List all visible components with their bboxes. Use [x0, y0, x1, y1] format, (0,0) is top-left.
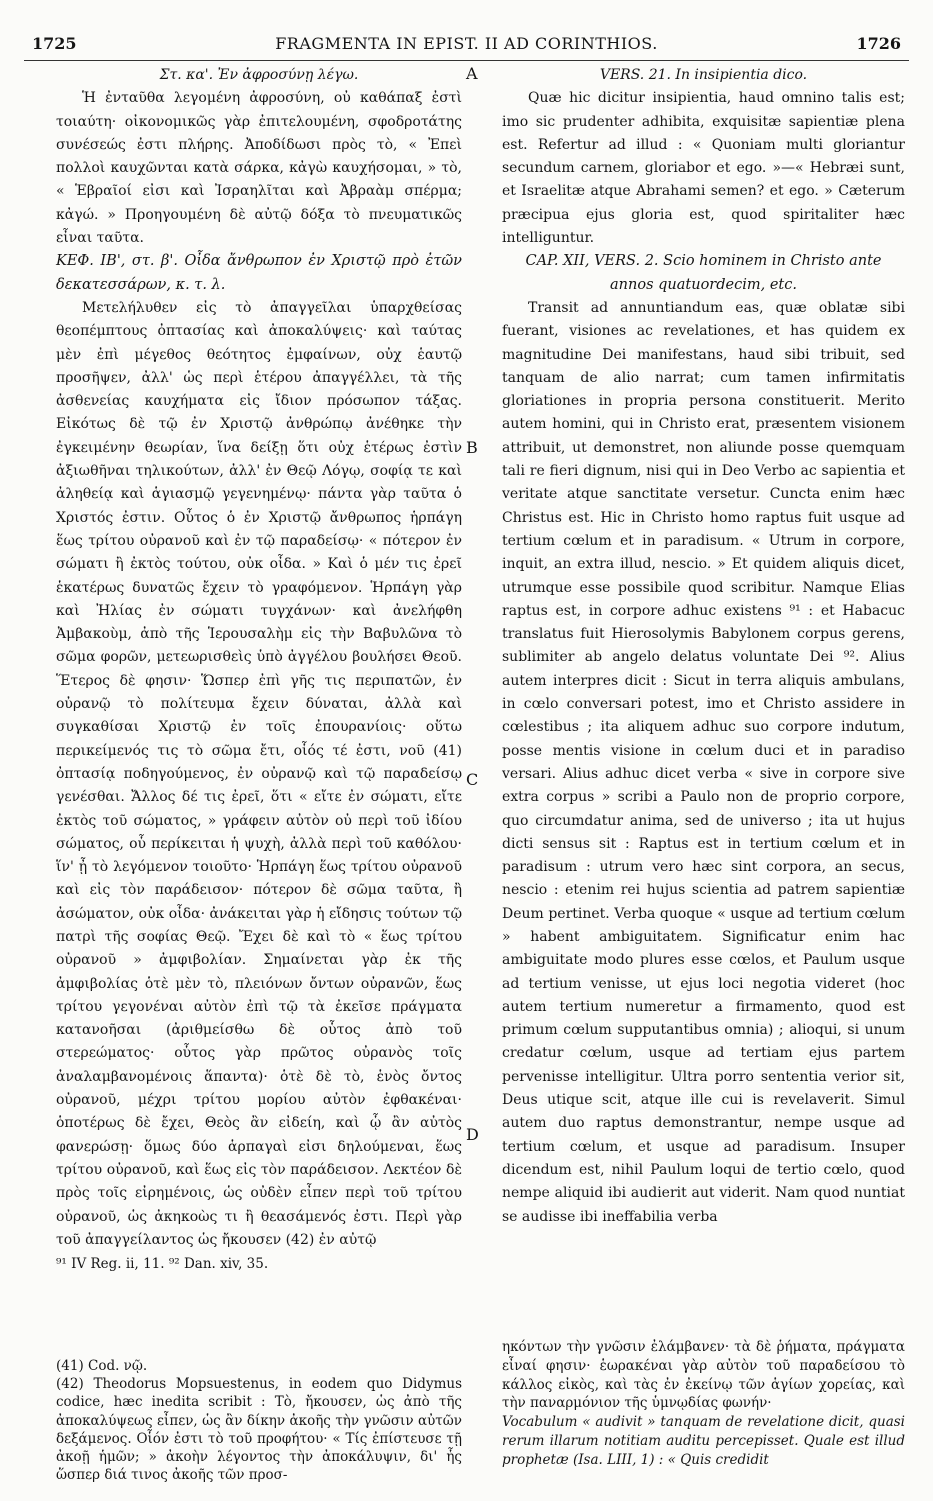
notes-right — [502, 1338, 905, 1470]
greek-chapter-heading: ΚΕΦ. ΙΒ', στ. β'. Οἶδα ἄνθρωπον ἐν Χριστῷ πρὸ ἐτῶν δεκατεσσάρων, κ. τ. λ. — [56, 253, 462, 293]
greek-verse-heading: Στ. κα'. Ἐν ἀφροσύνῃ λέγω. — [159, 67, 359, 83]
latin-paragraph-1: Quæ hic dicitur insipientia, haud omnino talis est; imo sic prudenter adhibita, exquisitæ sapientiæ plena est. Refertur ad illud : « Quoniam multi gloriantur secundum carnem, gloriabor et ego. »—« Hebræi sunt, et Israelitæ atque Abrahami semen? et ego. » Cæterum præcipua ejus gloria est, quod spiritaliter hæc intelliguntur. — [502, 90, 905, 247]
latin-chapter-heading: CAP. XII, VERS. 2. Scio hominem in Christo ante annos quatuordecim, etc. — [525, 253, 882, 293]
notes-left — [56, 1357, 462, 1484]
page-number-right: 1726 — [856, 34, 901, 53]
page-number-left: 1725 — [32, 34, 77, 53]
header-rule — [24, 60, 909, 61]
page-header — [24, 34, 909, 58]
margin-letter-a: A — [466, 64, 478, 83]
running-title: FRAGMENTA IN EPIST. II AD CORINTHIOS. — [275, 34, 658, 53]
footnote-references: ⁹¹ IV Reg. ii, 11. ⁹² Dan. xiv, 35. — [56, 1256, 269, 1273]
greek-paragraph-1: Ἡ ἐνταῦθα λεγομένη ἀφροσύνη, οὐ καθάπαξ ἐστὶ τοιαύτη· οἰκονομικῶς γὰρ ἐπιτελουμένη, σφοδροτάτης συνέσεώς ἐστι πλήρης. Ἀποδίδωσι πρὸς τὸ, « Ἐπεὶ πολλοὶ καυχῶνται κατὰ σάρκα, κἀγὼ καυχήσομαι, » τὸ, « Ἑβραῖοί εἰσι καὶ Ἰσραηλῖται καὶ Ἀβραὰμ σπέρμα; κἀγώ. » Προηγουμένη δὲ αὐτῷ δόξα τὸ πνευματικῶς εἶναι ταῦτα. — [56, 90, 462, 247]
note-42: (42) Theodorus Mopsuestenus, in eodem quo Didymus codice, hæc inedita scribit : Τὸ, ἤκουσεν, ὡς ἀπὸ τῆς ἀποκαλύψεως εἶπεν, ὡς ἂν δίκην ἀκοῆς τὴν γνῶσιν αὐτῶν δεξάμενος. Οἷόν ἐστι τὸ τοῦ προφήτου· « Τίς ἐπίστευσε τῇ ἀκοῇ ἡμῶν; » ἀκοὴν λέγοντος τὴν ἀποκάλυψιν, δι' ἧς ὥσπερ διά τινος ἀκοῆς τῶν προσ- — [56, 1376, 462, 1484]
note-41: (41) Cod. νῷ. — [56, 1358, 148, 1374]
greek-paragraph-2: Μετελήλυθεν εἰς τὸ ἀπαγγεῖλαι ὑπαρχθείσας θεοπέμπτους ὀπτασίας καὶ ἀποκαλύψεις· καὶ ταύτας μὲν ἐπὶ μέγεθος θεότητος ἐμφαίνων, οὐχ ἑαυτῷ προσῆψεν, ἀλλ' ὡς περὶ ἑτέρου ἀπαγγέλλει, τὰ τῆς ἀσθενείας καυχήματα εἰς ἴδιον πρόσωπον τάξας. Εἰκότως δὲ τῷ ἐν Χριστῷ ἀνθρώπῳ ἀνέθηκε τὴν ἐγκειμένην θεωρίαν, ἵνα δείξῃ ὅτι οὐχ ἑτέρως ἐστὶν ἀξιωθῆναι τηλικούτων, ἀλλ' ἐν Θεῷ Λόγῳ, σοφίᾳ τε καὶ ἀληθείᾳ καὶ ἁγιασμῷ γεγενημένῳ· πάντα γὰρ ταῦτα ὁ Χριστός ἐστιν. Οὗτος ὁ ἐν Χριστῷ ἄνθρωπος ἡρπάγη ἕως τρίτου οὐρανοῦ καὶ ἐν τῷ παραδείσῳ· « πότερον ἐν σώματι ἢ ἐκτὸς τούτου, οὐκ οἶδα. » Καὶ ὁ μέν τις ἐρεῖ ἑκατέρως δυνατῶς ἔχειν τὸ γραφόμενον. Ἡρπάγη γὰρ καὶ Ἠλίας ἐν σώματι τυγχάνων· καὶ ἀνελήφθη Ἀμβακοὺμ, ἀπὸ τῆς Ἱερουσαλὴμ εἰς τὴν Βαβυλῶνα τὸ σῶμα φορῶν, μετεωρισθεὶς ὑπὸ ἀγγέλου βουλήσει Θεοῦ. Ἕτερος δὲ φησιν· Ὥσπερ ἐπὶ γῆς τις περιπατῶν, ἐν οὐρανῷ τὸ πολίτευμα ἔχειν δύναται, ἀλλὰ καὶ συγκαθίσαι Χριστῷ ἐν τοῖς ἐπουρανίοις· οὕτω περικείμενός τις τὸ σῶμα ἔτι, οἷός τέ ἐστι, νοῦ (41) ὀπτασίᾳ ποδηγούμενος, ἐν οὐρανῷ καὶ τῷ παραδείσῳ γενέσθαι. Ἄλλος δέ τις ἐρεῖ, ὅτι « εἴτε ἐν σώματι, εἴτε ἐκτὸς τοῦ σώματος, » γράφειν αὐτὸν οὐ περὶ τοῦ ἰδίου σώματος, οὗ περίκειται ἡ ψυχὴ, ἀλλὰ περὶ τοῦ καθόλου· ἵν' ᾖ τὸ λεγόμενον τοιοῦτο· Ἡρπάγη ἕως τρίτου οὐρανοῦ καὶ εἰς τὸν παράδεισον· πότερον δὲ σῶμα ταῦτα, ἢ ἀσώματον, οὐκ οἶδα· ἀνάκειται γὰρ ἡ εἴδησις τούτων τῷ πατρὶ τῆς σοφίας Θεῷ. Ἔχει δὲ καὶ τὸ « ἕως τρίτου οὐρανοῦ » ἀμφιβολίαν. Σημαίνεται γὰρ ἐκ τῆς ἀμφιβολίας ὁτὲ μὲν τὸ, πλειόνων ὄντων οὐρανῶν, ἕως τρίτου γεγονέναι αὐτὸν ἐπὶ τῷ τὰ ἐκεῖσε πράγματα κατανοῆσαι (ἀριθμείσθω δὲ οὗτος ἀπὸ τοῦ στερεώματος· οὗτος γὰρ πρῶτος οὐρανὸς τοῖς ἀναλαμβανομένοις ἅπαντα)· ὁτὲ δὲ τὸ, ἑνὸς ὄντος οὐρανοῦ, μέχρι τρίτου μορίου αὐτὸν ἐφθακέναι· ὁποτέρως δὲ ἔχει, Θεὸς ἂν εἰδείη, καὶ ᾧ ἂν αὐτὸς φανερώσῃ· ὅμως δύο ἁρπαγαὶ εἰσι δηλούμεναι, ἕως τρίτου οὐρανοῦ, καὶ ἕως εἰς τὸν παράδεισον. Λεκτέον δὲ πρὸς τοῖς εἰρημένοις, ὡς οὐδὲν εἶπεν περὶ τοῦ τρίτου οὐρανοῦ, ὡς ἀκηκοὼς τι ἢ θεασάμενός ἐστι. Περὶ γὰρ τοῦ ἀπαγγείλαντος ὡς ἤκουσεν (42) ἐν αὐτῷ — [56, 299, 462, 1248]
margin-letter-d: D — [466, 1125, 479, 1144]
margin-letter-b: B — [466, 438, 478, 457]
note-42-continued: ηκόντων τὴν γνῶσιν ἐλάμβανεν· τὰ δὲ ῥήματα, πράγματα εἶναί φησιν· ἑωρακέναι γὰρ αὐτὸν τοῦ παραδείσου τὸ κάλλος εἰκὸς, καὶ τὰς ἐν ἐκείνῳ τῶν ἁγίων χορείας, καὶ τὴν παναρμόνιον τῆς ὑμνῳδίας φωνήν· — [502, 1339, 905, 1412]
margin-letter-c: C — [466, 770, 479, 789]
note-42-latin: Vocabulum « audivit » tanquam de revelatione dicit, quasi rerum illarum notitiam auditu percepisset. Quale est illud prophetæ (Isa. LIII, 1) : « Quis credidit — [502, 1414, 905, 1468]
latin-verse-heading: VERS. 21. In insipientia dico. — [599, 67, 808, 83]
latin-column — [502, 64, 905, 1229]
greek-column — [56, 64, 462, 1276]
latin-paragraph-2: Transit ad annuntiandum eas, quæ oblatæ sibi fuerant, visiones ac revelationes, et has quidem ex magnitudine Dei manifestans, haud sibi tribuit, sed tanquam de alio narrat; cum tamen infirmitatis gloriationes in propria persona constituerit. Merito autem homini, qui in Christo erat, præsentem visionem attribuit, ut demonstret, non aliunde posse quemquam tali re fieri dignum, nisi qui in Deo Verbo ac sapientia et veritate atque sanctitate versetur. Cuncta enim hæc Christus est. Hic in Christo homo raptus fuit usque ad tertium cœlum et in paradisum. « Utrum in corpore, inquit, an extra illud, nescio. » Et quidem aliquis dicet, utrumque esse possibile quod scribitur. Namque Elias raptus est, in corpore adhuc existens ⁹¹ : et Habacuc translatus fuit Hierosolymis Babylonem corpus gerens, sublimiter ab angelo delatus voluntate Dei ⁹². Alius autem interpres dicit : Sicut in terra aliquis ambulans, in cœlo conversari potest, imo et Christo assidere in cœlestibus ; ita aliquem adhuc suo corpore indutum, posse mentis visione in cœlum duci et in paradiso versari. Alius adhuc dicet verba « sive in corpore sive extra corpus » scribi a Paulo non de proprio corpore, quo circumdatur anima, sed de universo ; ita ut hujus dicti sensus sit : Raptus est in tertium cœlum et in paradisum : utrum vero hæc sint corpora, an secus, nescio : etenim rei hujus scientia ad patrem sapientiæ Deum pertinet. Verba quoque « usque ad tertium cœlum » habent ambiguitatem. Significatur enim hac ambiguitate modo plures esse cœlos, et Paulum usque ad tertium venisse, ut ejus loci negotia videret (hoc autem tertium numeretur a firmamento, quod est primum cœlum supputantibus omnia) ; alioqui, si unum credatur cœlum, usque ad tertiam ejus partem pervenisse intelligitur. Ultra porro sententia verior sit, Deus utique scit, atque ille cui is revelaverit. Simul autem duo raptus demonstrantur, nempe usque ad tertium cœlum, et usque ad paradisum. Insuper dicendum est, nihil Paulum loqui de tertio cœlo, quod nempe aliquid ibi audierit aut viderit. Nam quod nuntiat se audisse ibi ineffabilia verba — [502, 299, 905, 1225]
